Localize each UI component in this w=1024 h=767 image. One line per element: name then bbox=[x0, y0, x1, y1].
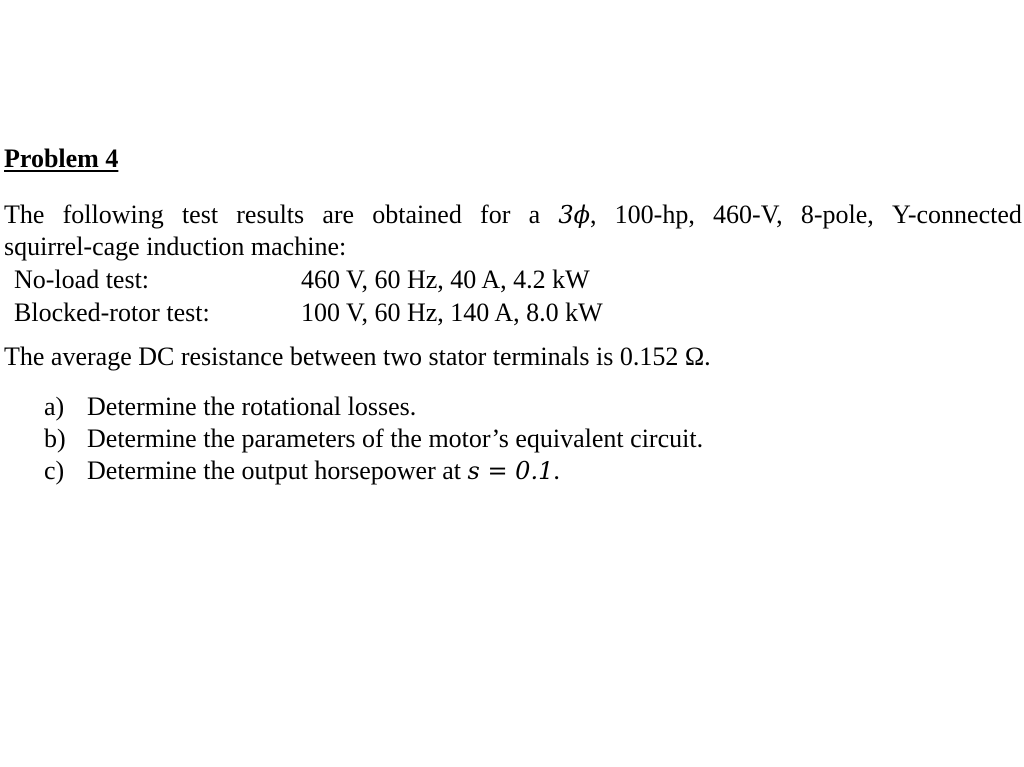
word: for bbox=[480, 200, 511, 229]
word: Y-connected bbox=[891, 200, 1022, 229]
word: test bbox=[181, 200, 219, 229]
dc-resistance-statement: The average DC resistance between two stator terminals is 0.152 Ω. bbox=[4, 342, 711, 371]
task-list bbox=[44, 391, 703, 487]
word: , bbox=[589, 200, 597, 229]
word: 100-hp, bbox=[614, 200, 695, 229]
word: obtained bbox=[372, 200, 462, 229]
task-item bbox=[44, 391, 703, 423]
task-text: Determine the rotational losses. bbox=[87, 392, 417, 421]
test-value: 460 V, 60 Hz, 40 A, 4.2 kW bbox=[301, 265, 590, 294]
task-marker: c) bbox=[44, 456, 65, 485]
test-value: 100 V, 60 Hz, 140 A, 8.0 kW bbox=[301, 298, 603, 327]
task-marker: b) bbox=[44, 424, 66, 453]
phase-group bbox=[558, 199, 596, 231]
slip-expression: s = 0.1 bbox=[467, 457, 554, 485]
statement-line-1 bbox=[4, 199, 1022, 231]
word: following bbox=[62, 200, 164, 229]
word: 460-V, bbox=[713, 200, 783, 229]
word: are bbox=[322, 200, 355, 229]
test-label: Blocked-rotor test: bbox=[14, 298, 210, 327]
problem-statement bbox=[4, 199, 1022, 262]
statement-line-2: squirrel-cage induction machine: bbox=[4, 232, 347, 261]
problem-title: Problem 4 bbox=[4, 144, 119, 173]
task-text-end: . bbox=[553, 456, 560, 485]
task-text: Determine the parameters of the motor’s equivalent circuit. bbox=[87, 424, 704, 453]
task-item bbox=[44, 455, 703, 487]
word: The bbox=[4, 200, 45, 229]
test-row-no-load bbox=[14, 263, 603, 296]
word: results bbox=[236, 200, 305, 229]
test-results bbox=[14, 263, 603, 329]
task-text-prefix: Determine the output horsepower at bbox=[87, 456, 468, 485]
test-row-blocked-rotor bbox=[14, 296, 603, 329]
word: a bbox=[528, 200, 541, 229]
word: 8-pole, bbox=[800, 200, 874, 229]
test-label: No-load test: bbox=[14, 265, 150, 294]
three-phase-symbol: 3ϕ bbox=[558, 201, 590, 229]
task-marker: a) bbox=[44, 392, 65, 421]
task-text bbox=[87, 455, 560, 487]
task-item bbox=[44, 423, 703, 455]
